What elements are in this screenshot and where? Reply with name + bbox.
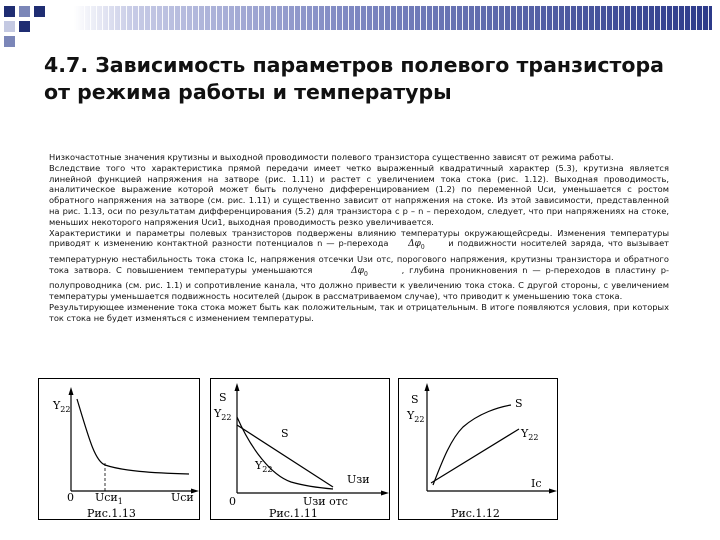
band-stripe [402,6,403,30]
s-label: S [411,393,419,406]
band-stripe [702,6,703,30]
slide-title: 4.7. Зависимость параметров полевого транзистора от режима работы и температуры [44,53,664,104]
band-stripe [588,6,589,30]
band-stripe [282,6,283,30]
figure-caption: Рис.1.11 [269,507,318,520]
band-stripe [396,6,397,30]
band-stripe [576,6,577,30]
band-stripe [264,6,265,30]
x-axis-arrow [381,491,389,496]
band-stripe [366,6,367,30]
band-stripe [612,6,613,30]
band-stripe [426,6,427,30]
band-stripe [456,6,457,30]
band-stripe [420,6,421,30]
band-stripe [552,6,553,30]
x-label: Uзи [347,473,370,486]
band-stripe [276,6,277,30]
band-stripe [348,6,349,30]
y-label: $Y_{22}$ [214,407,232,422]
band-stripe [534,6,535,30]
band-stripe [630,6,631,30]
paragraph-text: , глубина проникновения n — p-переходов в пластину p-полупроводника (см. рис. 1.1) и сопротивление канала, что должно привести к увеличению тока стока. С другой стороны, с увеличением температуры уменьшается подвижность носителей (дырок в рассматриваемом случае), что приводит к уменьшению тока стока. [49,264,669,302]
band-stripe [174,6,175,30]
paragraph: Низкочастотные значения крутизны и выходной проводимости полевого транзистора существенно зависят от режима работы. [49,152,614,162]
band-stripe [654,6,655,30]
x-axis-arrow [549,489,557,494]
figure-1-12-graph [399,379,559,521]
s-label: S [219,391,227,404]
band-stripe [312,6,313,30]
figure-1-13-graph [39,379,201,521]
band-stripe [390,6,391,30]
corner-square [4,6,15,17]
curve-y22 [77,399,189,474]
band-stripe [438,6,439,30]
band-stripe [126,6,127,30]
y-label: $Y_{22}$ [407,409,425,424]
band-stripe [468,6,469,30]
corner-square [34,6,45,17]
figure-1-12 [398,378,558,520]
band-stripe [384,6,385,30]
band-stripe [642,6,643,30]
curve-y-label: $Y_{22}$ [521,427,539,442]
y-axis-arrow [425,383,430,391]
band-stripe [294,6,295,30]
band-stripe [156,6,157,30]
band-stripe [444,6,445,30]
curve-y-label: $Y_{22}$ [255,459,273,474]
band-stripe [480,6,481,30]
band-stripe [330,6,331,30]
paragraph-text: Характеристики и параметры полевых транзисторов подвержены влиянию температуры окружающейсреды. Изменения температуры приводят к изменению контактной разности потенциалов n — p-перехода [49,227,669,249]
paragraph: Вследствие того что характеристика прямой передачи имеет четко выраженный квадратичный характер (5.3), крутизна является линейной функцией напряжения на затворе (рис. 1.11) и растет с увеличением тока стока (рис. 1.12). Выходная проводимость, аналитическое выражение которой может быть получено дифференцированием (1.2) по переменной Uси, уменьшается с ростом обратного напряжения на затворе (см. рис. 1.11) и существенно зависит от напряжения на стоке. Из этой зависимости, представленной на рис. 1.13, оси по результатам дифференцирования (5.2) для транзистора с p – n – переходом, следует, что при напряжениях на стоке, меньших некоторого напряжения Uси1, выходная проводимость резко увеличивается. [49,162,669,227]
band-stripe [252,6,253,30]
band-stripe [102,6,103,30]
band-stripe [546,6,547,30]
header-band [54,6,712,30]
band-stripe [108,6,109,30]
band-stripe [84,6,85,30]
band-stripe [210,6,211,30]
band-stripe [516,6,517,30]
x-tick-label: Uси$_1$ [95,491,123,506]
band-stripe [192,6,193,30]
band-stripe [414,6,415,30]
band-stripe [648,6,649,30]
y-axis-arrow [69,387,74,395]
band-stripe [138,6,139,30]
band-stripe [258,6,259,30]
delta-phi-text: Δφ [408,239,421,250]
band-stripe [186,6,187,30]
band-stripe [216,6,217,30]
band-stripe [486,6,487,30]
band-stripe [234,6,235,30]
band-stripe [168,6,169,30]
x-tick-label: Uзи отс [303,495,348,508]
corner-square [19,21,30,32]
band-stripe [300,6,301,30]
band-stripe [96,6,97,30]
corner-square [4,36,15,47]
band-stripe [318,6,319,30]
band-stripe [540,6,541,30]
paragraph [49,228,669,302]
band-stripe [582,6,583,30]
delta-phi-sub: 0 [420,244,425,252]
paragraph: Результирующее изменение тока стока может быть как положительным, так и отрицательным. В итоге появляются условия, при которых ток стока не будет изменяться с изменением температуры. [49,301,669,323]
band-stripe [90,6,91,30]
band-stripe [246,6,247,30]
y-axis-arrow [235,383,240,391]
corner-square [19,6,30,17]
band-stripe [708,6,709,30]
band-stripe [162,6,163,30]
delta-phi-symbol [351,266,368,276]
band-stripe [408,6,409,30]
figure-caption: Рис.1.12 [451,507,500,520]
band-stripe [636,6,637,30]
band-stripe [666,6,667,30]
figures-row [38,378,566,520]
band-stripe [606,6,607,30]
band-stripe [378,6,379,30]
origin-label: 0 [229,495,236,508]
x-label: Iс [531,477,542,490]
band-stripe [144,6,145,30]
band-stripe [672,6,673,30]
band-stripe [624,6,625,30]
band-stripe [306,6,307,30]
band-stripe [678,6,679,30]
band-stripe [504,6,505,30]
band-stripe [618,6,619,30]
delta-phi-symbol [408,239,425,252]
figure-1-13 [38,378,200,520]
band-stripe [522,6,523,30]
paragraph-text: и подвижности носителей заряда, что вызывает температурную нестабильность тока стока Iс, напряжения отсечки Uзи отс, порогового напряжения, крутизны транзистора и обратного тока затвора. С повышением температуры уменьшаются [49,238,670,275]
corner-square [4,21,15,32]
band-stripe [180,6,181,30]
band-stripe [120,6,121,30]
band-stripe [498,6,499,30]
figure-1-11-graph [211,379,391,521]
band-stripe [132,6,133,30]
band-stripe [150,6,151,30]
y-label: $Y_{22}$ [53,399,71,414]
origin-label: 0 [67,491,74,504]
band-stripe [228,6,229,30]
band-stripe [462,6,463,30]
band-stripe [696,6,697,30]
band-stripe [288,6,289,30]
body-text [49,152,669,324]
band-stripe [342,6,343,30]
band-stripe [594,6,595,30]
band-stripe [204,6,205,30]
delta-phi-text: Δφ [351,265,364,276]
curve-s [433,405,511,485]
band-stripe [474,6,475,30]
band-stripe [558,6,559,30]
band-stripe [114,6,115,30]
band-stripe [198,6,199,30]
band-stripe [240,6,241,30]
band-stripe [510,6,511,30]
band-stripe [690,6,691,30]
curve-s-label: S [515,397,523,410]
band-stripe [222,6,223,30]
band-stripe [660,6,661,30]
figure-1-11 [210,378,390,520]
band-stripe [492,6,493,30]
band-stripe [684,6,685,30]
band-stripe [570,6,571,30]
band-stripe [324,6,325,30]
band-stripe [432,6,433,30]
figure-caption: Рис.1.13 [87,507,136,520]
band-stripe [450,6,451,30]
band-stripe [336,6,337,30]
band-stripe [372,6,373,30]
band-stripe [528,6,529,30]
delta-phi-sub: 0 [363,270,368,278]
curve-s-label: S [281,427,289,440]
band-stripe [354,6,355,30]
band-stripe [564,6,565,30]
band-stripe [360,6,361,30]
x-label: Uси [171,491,194,504]
band-stripe [270,6,271,30]
band-stripe [600,6,601,30]
